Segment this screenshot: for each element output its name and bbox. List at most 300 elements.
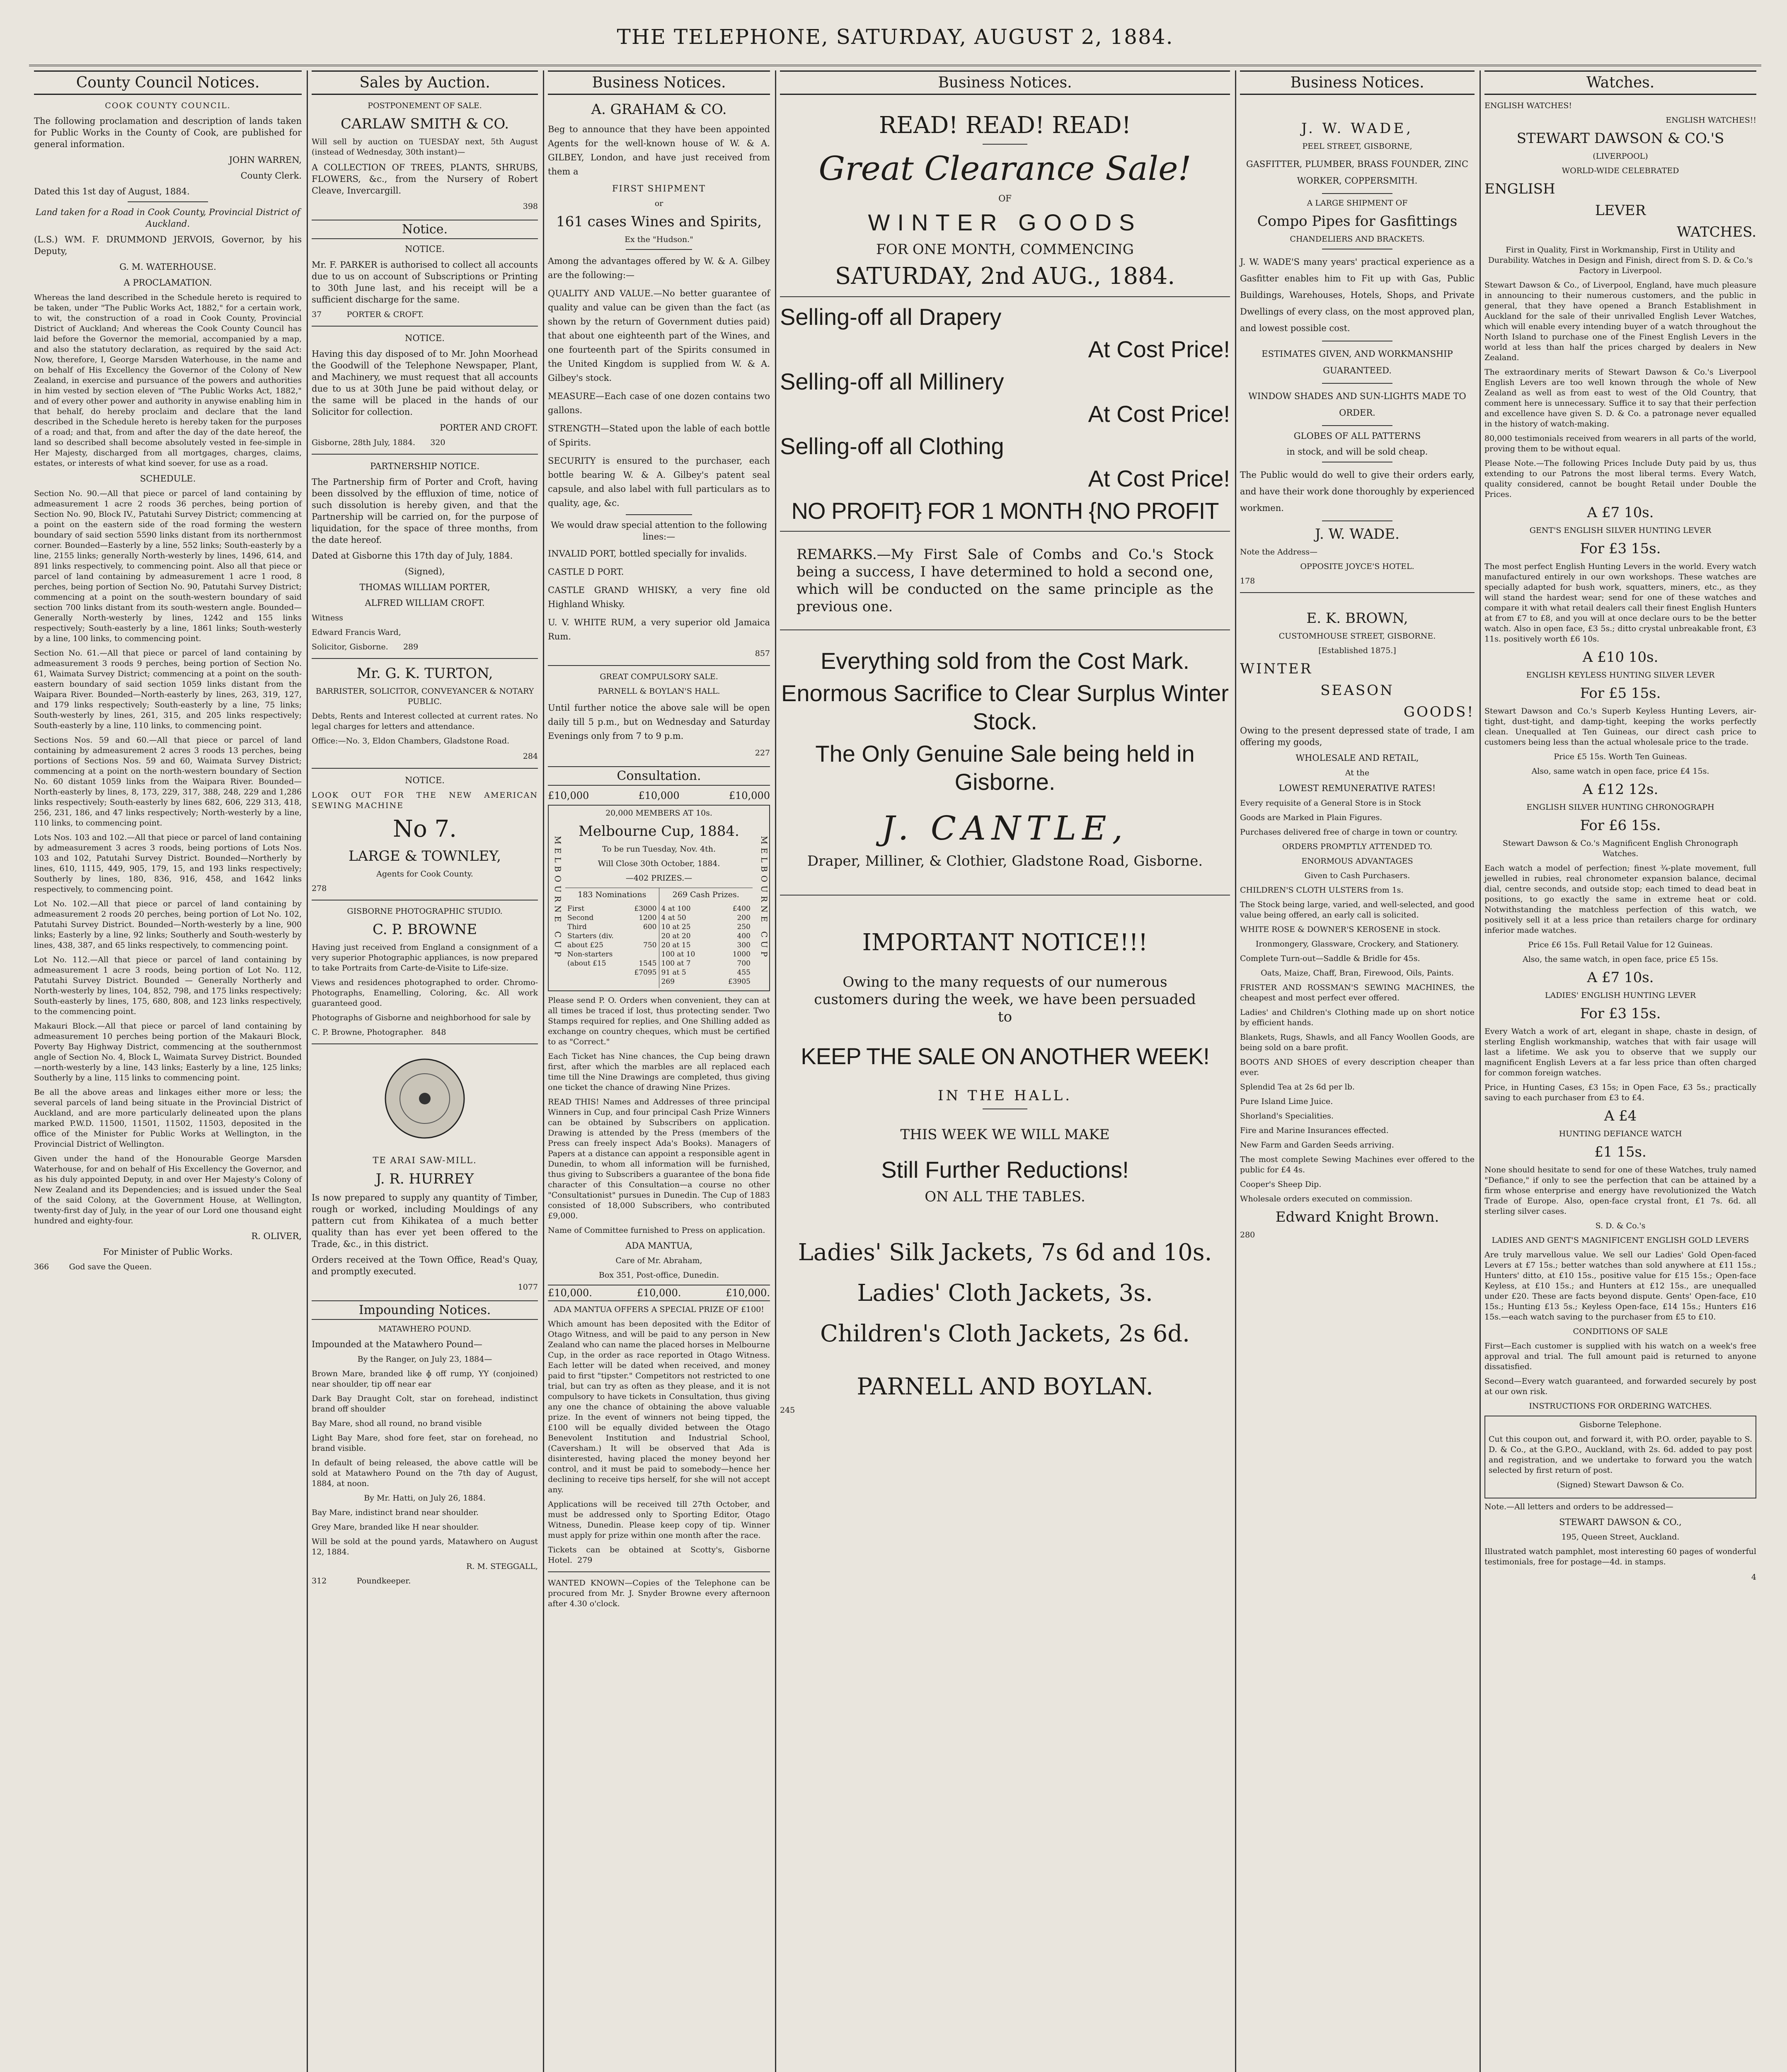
lot-112: Lot No. 112.—All that piece or parcel of land containing by admeasurement 1 acre 3 roods, being portion of Lot No. 112, Patutahi Survey District. Bounded — Generally Northerly and North-westerly by lines, 104, 852, 798, and 175 links respectively; South-easterly by lines, 175, 680, 808, and 123 links respectively, to the commencing point. (34, 955, 302, 1016)
castle-whisky: CASTLE GRAND WHISKY, a very fine old Highland Whisky. (548, 585, 770, 609)
fire-insurance: Fire and Marine Insurances effected. (1240, 1126, 1389, 1135)
each-ticket: Each Ticket has Nine chances, the Cup being drawn first, after which the marbles are all replaced each time till the Nine Drawings are completed, thus giving one ticket the chance of drawing Nine Prizes. (548, 1052, 770, 1092)
quality: QUALITY AND VALUE.—No better guarantee of quality and value can be given than the fact (as shown by the return of Government duties paid) that about one eighteenth part of the Wines, and one fourteenth part of the Spirits consumed in the United Kingdom is supplied from W. & A. Gilbey's stock. (548, 288, 770, 383)
column-business-3 (1235, 70, 1479, 2072)
watch-desc: Each watch a model of perfection; finest ¾-plate movement, full jewelled in rubies, real chronometer expansion balance, decimal dial, centre seconds, and outside stop; each timed to dead beat in positions, to go exactly the same in extreme heat or cold. Notwithstanding the matchless perfection of this watch, we positively sell it at a less price than retailers charge for ordinary inferior made watches. (1484, 864, 1756, 935)
amount: £10,000. (726, 1287, 770, 1299)
read-read-read: READ! READ! READ! (879, 112, 1131, 139)
witness: Witness (312, 613, 343, 622)
compo-pipes: Compo Pipes for Gasfittings (1257, 213, 1458, 230)
conditions: CONDITIONS OF SALE (1573, 1327, 1668, 1336)
globes: GLOBES OF ALL PATTERNS (1293, 431, 1421, 441)
price: A £4 (1604, 1108, 1637, 1124)
attention: We would draw special attention to the following lines:— (551, 520, 767, 542)
for-price: £1 15s. (1594, 1144, 1647, 1160)
for-price: For £6 15s. (1580, 817, 1661, 834)
castle-port: CASTLE D PORT. (548, 567, 624, 577)
column-business-2 (775, 70, 1235, 2072)
cases: 161 cases Wines and Spirits, (556, 213, 762, 230)
winter: WINTER (1240, 661, 1313, 677)
divider (780, 629, 1230, 630)
english-watches: ENGLISH WATCHES! (1484, 101, 1572, 110)
table-row (567, 959, 657, 968)
opposite: OPPOSITE JOYCE'S HOTEL. (1300, 562, 1414, 571)
table-cell: First (567, 905, 584, 913)
column-county-council (29, 70, 307, 2072)
watch-desc: None should hesitate to send for one of these Watches, truly named "Defiance," if only to see the perfection that can be attained by a firm whose enterprise and energy have revolutionized the Watch Trade of Europe. Also, open-face crystal front, £1 7s. 6d. all sterling silver cases. (1484, 1165, 1756, 1216)
hudson: Ex the "Hudson." (625, 235, 693, 244)
browne-body: Having just received from England a consignment of a very superior Photographic appliances, is now prepared to take Portraits from Carte-de-Visite to Life-size. (312, 943, 538, 973)
column-header: Business Notices. (1240, 70, 1475, 95)
ad-number: 857 (755, 649, 770, 658)
deputy: G. M. WATERHOUSE. (119, 262, 216, 272)
lots-103-102: Lots Nos. 103 and 102.—All that piece or parcel of land containing by admeasurement 3 acres 3 roods, being portions of Lots Nos. 103 and 102, Patutahi Survey District. Bounded—Northerly by lines, 610, 1115, 449, 905, 179, 15, and 193 links respectively; Southerly by lines, 180, 836, 916, 458, and 1642 links respectively, to commencing point. (34, 833, 302, 894)
tea: Splendid Tea at 2s 6d per lb. (1240, 1082, 1355, 1092)
divider (1240, 592, 1475, 593)
ad-number: 284 (523, 752, 538, 761)
carlaw-body-2: A COLLECTION OF TREES, PLANTS, SHRUBS, FLOWERS, &c., from the Nursery of Robert Cleave, Invercargill. (312, 162, 538, 196)
enormous: ENORMOUS ADVANTAGES (1301, 857, 1413, 866)
watch-desc: Every Watch a work of art, elegant in shape, chaste in design, of sterling English workmanship, watches that with fair usage will last a lifetime. We ask you to observe that we supply our magnificent English Levers at a far less price than often charged for common foreign watches. (1484, 1027, 1756, 1077)
watch-name: LADIES AND GENT'S MAGNIFICENT ENGLISH GOLD LEVERS (1492, 1236, 1749, 1245)
table-cell: 269 (661, 978, 675, 986)
table-row (567, 941, 657, 950)
turton: Mr. G. K. TURTON, (356, 665, 493, 682)
plain-figures: Goods are Marked in Plain Figures. (1240, 813, 1383, 822)
impound-item: Bay Mare, shod all round, no brand visible (312, 1419, 482, 1428)
minister: For Minister of Public Works. (103, 1247, 233, 1257)
kerosene: WHITE ROSE & DOWNER'S KEROSENE in stock. (1240, 925, 1441, 934)
table-cell: Third (567, 923, 587, 931)
table-row (567, 913, 657, 922)
table-row (661, 959, 751, 968)
stewart-dawson: STEWART DAWSON & CO.'S (1516, 130, 1724, 147)
column-header: County Council Notices. (34, 70, 302, 95)
lever: LEVER (1595, 202, 1646, 219)
in-stock: in stock, and will be sold cheap. (1286, 447, 1428, 457)
every-req: Every requisite of a General Store is in Stock (1240, 799, 1421, 808)
clothing: Selling-off all Clothing (780, 433, 1004, 459)
poundkeeper: Poundkeeper. (356, 1576, 411, 1585)
for-price: For £5 15s. (1580, 685, 1661, 702)
ad-number: 398 (523, 202, 538, 211)
table-row (567, 932, 657, 941)
sdco: S. D. & Co.'s (1595, 1221, 1646, 1230)
owing: Owing to the present depressed state of trade, I am offering my goods, (1240, 726, 1475, 747)
hurrey-body-2: Orders received at the Town Office, Read's Quay, and promptly executed. (312, 1255, 538, 1276)
farm-seeds: New Farm and Garden Seeds arriving. (1240, 1140, 1394, 1150)
extraordinary: The extraordinary merits of Stewart Dawson & Co.'s Liverpool English Levers are too well known through the whole of New Zealand as well as from east to west of the Old Country, that comment here is unnecessary. Suffice it to say that their perfection and excellence have given S. D. & Co. a patronage never equalled in the history of watch-making. (1484, 368, 1756, 428)
ad-number: 178 (1240, 576, 1255, 586)
watch-name: GENT'S ENGLISH SILVER HUNTING LEVER (1529, 526, 1712, 535)
witness-name: Edward Francis Ward, (312, 628, 401, 637)
watch-name: ENGLISH KEYLESS HUNTING SILVER LEVER (1526, 670, 1715, 680)
cost-price: At Cost Price! (1088, 336, 1230, 362)
divider (626, 249, 693, 250)
ad-number: 278 (312, 884, 327, 893)
land-taken: Land taken for a Road in Cook County, Provincial District of Auckland. (35, 207, 300, 229)
watch-desc: Are truly marvellous value. We sell our Ladies' Gold Open-faced Levers at £7 15s.; better watches than sold anywhere at £11 15s.; Hunters' ditto, at £10 15s., positive value for £15 15s.; Open-face Keyless, at £10 15s.; and Hunters at £12 15s., are unequalled under £20. These are facts beyond dispute. Gents' Open-face, £10 15s.; Hunting £13 5s.; Keyless Open-face, £14 15s.; Hunters £16 15s.—each watch saving to the purchaser from £5 to £10. (1484, 1250, 1756, 1322)
lot-102: Lot No. 102.—All that piece or parcel of land containing by admeasurement 2 roods 20 perches, being portion of Lot No. 102, Patutahi Survey District. Bounded—North-westerly by a line, 900 links; Easterly by a line, 92 links; Southerly and South-westerly by lines, 438, 387, and 65 links respectively, to commencing point. (34, 899, 302, 950)
table-cell: £7095 (634, 968, 657, 977)
tickets: Tickets can be obtained at Scotty's, Gisborne Hotel. (548, 1545, 770, 1565)
table-cell: 1545 (639, 959, 657, 968)
notice-signer: PORTER & CROFT. (346, 310, 424, 319)
section-header: Notice. (312, 220, 538, 239)
divider (312, 326, 538, 327)
consultation-box (548, 805, 770, 991)
pure-lime: Pure Island Lime Juice. (1240, 1097, 1333, 1106)
parnell-boylan: PARNELL AND BOYLAN. (857, 1373, 1153, 1400)
section-header: Consultation. (548, 766, 770, 786)
read-this: READ THIS! Names and Addresses of three principal Winners in Cup, and four principal Cash Prize Winners can be obtained by Subscribers on application. Drawing is attended by the Press (members of the Press can freely inspect Ada's Books). Managers of Papers at a distance can appoint a responsible agent in Dunedin, to whom all information will be furnished, thus giving to Subscribers a guarantee of the bona fide character of this Consultation—a course no other "Consultationist" pursues in Dunedin. The Cup of 1883 consisted of 18,000 Subscribers, who contributed £9,000. (548, 1097, 770, 1220)
table-row (661, 913, 751, 922)
children-jackets: Children's Cloth Jackets, 2s 6d. (820, 1320, 1190, 1347)
table-cell: Second (567, 914, 594, 922)
divider (312, 454, 538, 455)
first-in-quality: First in Quality, First in Workmanship, First in Utility and Durability. Watches in Design and Finish, direct from S. D. & Co.'s Factory in Liverpool. (1488, 245, 1753, 275)
please-send: Please send P. O. Orders when convenient, they can at all times be traced if lost, thus protecting sender. Two Stamps required for replies, and One Shilling added as exchange on country cheques, which must be certified to as "Correct." (548, 996, 770, 1046)
price: A £7 10s. (1587, 504, 1654, 521)
no-7: No 7. (393, 816, 457, 842)
solicitor: Solicitor, Gisborne. (312, 642, 388, 651)
seal-line: (L.S.) WM. F. DRUMMOND JERVOIS, Governor, by his Deputy, (34, 235, 302, 256)
masthead: THE TELEPHONE, SATURDAY, AUGUST 2, 1884. (617, 25, 1174, 49)
oats: Oats, Maize, Chaff, Bran, Firewood, Oils, Paints. (1261, 968, 1454, 978)
god-save: God save the Queen. (69, 1262, 152, 1271)
stock-large: The Stock being large, varied, and well-selected, and good value being offered, an early call is solicited. (1240, 900, 1475, 920)
hurrey: J. R. HURREY (375, 1171, 474, 1187)
divider (626, 514, 693, 515)
divider (312, 1043, 538, 1044)
keep-sale: KEEP THE SALE ON ANOTHER WEEK! (801, 1043, 1209, 1069)
first-shipment: FIRST SHIPMENT (612, 184, 706, 194)
divider (780, 895, 1230, 896)
oliver: R. OLIVER, (251, 1231, 302, 1241)
graham-body: Beg to announce that they have been appointed Agents for the well-known house of W. & A. GILBEY, London, and have just received from them a (548, 124, 770, 177)
table-cell: 200 (737, 914, 751, 922)
table-cell (567, 968, 627, 977)
remarks: REMARKS.—My First Sale of Combs and Co.'s Stock being a success, I have determined to hold a second one, which will be conducted on the same principle as the previous one. (797, 546, 1213, 615)
table-cell: 4 at 50 (661, 914, 686, 922)
run-date: To be run Tuesday, Nov. 4th. (602, 845, 716, 854)
table-cell: (about £15 (567, 959, 606, 968)
browne-body-3: Photographs of Gisborne and neighborhood for sale by (312, 1013, 531, 1022)
section-header: Impounding Notices. (312, 1300, 538, 1320)
amount: £10,000 (729, 790, 770, 801)
all-tables: ON ALL THE TABLES. (925, 1188, 1085, 1205)
shipment: A LARGE SHIPMENT OF (1307, 198, 1408, 208)
newspaper-page (29, 25, 1761, 2072)
testimonials: 80,000 testimonials received from wearers in all parts of the world, proving them to be without equal. (1484, 434, 1756, 453)
partnership-dated: Dated at Gisborne this 17th day of July, 1884. (312, 551, 513, 561)
ad-number: 280 (1240, 1230, 1255, 1239)
measure: MEASURE—Each case of one dozen contains two gallons. (548, 391, 770, 415)
english-watches-2: ENGLISH WATCHES!! (1666, 116, 1756, 125)
notice-signer: PORTER AND CROFT. (440, 423, 538, 433)
divider (548, 1571, 770, 1572)
table-cell: 250 (737, 923, 751, 931)
cup: Melbourne Cup, 1884. (579, 823, 739, 840)
strength: STRENGTH—Stated upon the lable of each bottle of Spirits. (548, 424, 770, 448)
notice-intro: The following proclamation and description of lands taken for Public Works in the County of Cook, are published for general information. (34, 116, 302, 149)
condition-2: Second—Every watch guaranteed, and forwarded securely by post at our own risk. (1484, 1377, 1756, 1396)
divider (312, 768, 538, 769)
table-cell: 750 (643, 941, 657, 949)
table-row (661, 977, 751, 986)
porter: THOMAS WILLIAM PORTER, (359, 582, 490, 592)
sheep-dip: Cooper's Sheep Dip. (1240, 1180, 1322, 1189)
turnout: Complete Turn-out—Saddle & Bridle for 45s. (1240, 954, 1420, 963)
section-59-60: Sections Nos. 59 and 60.—All that piece or parcel of land containing by admeasurement 2 acres 3 roods 13 perches, being portions of Sections Nos. 59 and 60, Waimata Survey District; commencing at a point on the north-western boundary of Section No. 60 distant 1059 links from the Waipara River. Bounded—North-easterly by lines, 8, 173, 229, 317, 388, 248, 229 and 1,286 links respectively; South-easterly by lines 682, 606, 229 313, 418, 256, 231, 186, and 47 links respectively; North-westerly by a line, 110 links, to commencing point. (34, 736, 302, 828)
graham: A. GRAHAM & CO. (591, 101, 727, 118)
amount: £10,000. (637, 1287, 681, 1299)
queen-street: 195, Queen Street, Auckland. (1561, 1532, 1680, 1542)
divider (780, 296, 1230, 297)
wade: J. W. WADE, (1301, 120, 1413, 137)
croft: ALFRED WILLIAM CROFT. (365, 598, 485, 608)
boots: BOOTS AND SHOES of every description cheaper than ever. (1240, 1058, 1475, 1077)
cash-purchasers: Given to Cash Purchasers. (1304, 871, 1410, 880)
table-row (661, 950, 751, 959)
security: SECURITY is ensured to the purchaser, each bottle bearing W. & A. Gilbey's patent seal capsule, and also label with full particulars as to quality, age, &c. (548, 456, 770, 508)
amount: £10,000. (548, 1287, 592, 1299)
impounded: Impounded at the Matawhero Pound— (312, 1339, 482, 1349)
given-under: Given under the hand of the Honourable George Marsden Waterhouse, for and on behalf of His Excellency the Governor, and as his duly appointed Deputy, in and over Her Majesty's Colony of New Zealand and its Dependencies; and is issued under the Seal of the said Colony, at the Government House, at Wellington, twenty-first day of July, in the year of our Lord one thousand eight hundred and eighty-four. (34, 1154, 302, 1225)
left-table (565, 888, 659, 988)
winter-goods: WINTER GOODS (868, 209, 1142, 235)
important-notice: IMPORTANT NOTICE!!! (862, 929, 1148, 956)
column-auction (307, 70, 543, 2072)
established: [Established 1875.] (1318, 646, 1396, 655)
notice-title: NOTICE. (405, 775, 445, 785)
divider (1322, 193, 1392, 194)
prize-tables (565, 888, 753, 988)
owing: Owing to the many requests of our numerous customers during the week, we have been persuaded to (814, 974, 1196, 1025)
instructions: INSTRUCTIONS FOR ORDERING WATCHES. (1529, 1402, 1712, 1411)
watch-name: LADIES' ENGLISH HUNTING LEVER (1545, 991, 1696, 1000)
turton-title: BARRISTER, SOLICITOR, CONVEYANCER & NOTARY PUBLIC. (315, 687, 534, 706)
worldwide: WORLD-WIDE CELEBRATED (1562, 166, 1679, 175)
section-61: Section No. 61.—All that piece or parcel of land containing by admeasurement 3 roods 9 perches, being portion of Section No. 61, Waimata Survey District; commencing at a point on the south-eastern boundary of said section 1059 links distant from the Waipara River. Bounded—North-easterly by lines, 263, 319, 127, and 179 links respectively; South-easterly by a line, 75 links; South-westerly by lines, 261, 315, and 205 links respectively; South-easterly by a line, 110 links, to commencing point. (34, 649, 302, 730)
watch-name: HUNTING DEFIANCE WATCH (1559, 1129, 1682, 1138)
ad-number: 366 (34, 1262, 49, 1271)
table-cell: 20 at 20 (661, 932, 691, 940)
ad-number: 37 (312, 310, 322, 319)
masthead-rule (29, 65, 1761, 66)
peel-street: PEEL STREET, GISBORNE, (1302, 142, 1412, 151)
column-header: Watches. (1484, 70, 1756, 95)
impound-item: Brown Mare, branded like ɸ off rump, YY (conjoined) near shoulder, tip off near ear (312, 1369, 538, 1389)
saw-blade-illustration (312, 1051, 538, 1148)
watch-desc: The most perfect English Hunting Levers in the world. Every watch manufactured entirely in our own workshops. These watches are specially adapted for bush work, squatters, miners, etc., as they will stand the hardest wear; send for one of these watches and compare it with what retail dealers call their finest English Hunters at from £7 to £8, and you will at once declare ours to be the better watch. Also in open face, £3 5s.; ditto crystal unbreakable front, £3 11s. positively worth £6 10s. (1484, 562, 1756, 644)
shades: WINDOW SHADES AND SUN-LIGHTS MADE TO ORDER. (1248, 391, 1466, 418)
watches: WATCHES. (1677, 224, 1756, 240)
for-price: For £3 15s. (1580, 540, 1661, 557)
of: OF (998, 194, 1012, 203)
close-date: Will Close 30th October, 1884. (598, 859, 720, 868)
impound-item: Grey Mare, branded like H near shoulder. (312, 1523, 479, 1532)
shorland: Shorland's Specialities. (1240, 1111, 1334, 1121)
until-notice: Until further notice the above sale will be open daily till 5 p.m., but on Wednesday and Saturday Evenings only from 7 to 9 p.m. (548, 703, 770, 741)
column-watches (1479, 70, 1761, 2072)
cost-price: At Cost Price! (1088, 465, 1230, 491)
signer: JOHN WARREN, (229, 155, 302, 165)
partnership-body: The Partnership firm of Porter and Croft, having been dissolved by the effluxion of time, notice of such dissolution is hereby given, and that the Partnership will be carried on, for the purpose of liquidation, for the space of three months, from the date hereof. (312, 477, 538, 545)
table-cell: 600 (643, 923, 657, 931)
cash-prizes-table (661, 904, 751, 986)
browne-body-2: Views and residences photographed to order. Chromo-Photographs, Enamelling, Coloring, &c. All work guaranteed good. (312, 978, 538, 1008)
price: A £10 10s. (1582, 649, 1659, 666)
matawhero: MATAWHERO POUND. (378, 1324, 472, 1334)
frister: FRISTER AND ROSSMAN'S SEWING MACHINES, the cheapest and most perfect ever offered. (1240, 983, 1475, 1002)
which-amount: Which amount has been deposited with the Editor of Otago Witness, and will be paid to any person in New Zealand who can name the placed horses in Melbourne Cup, in the order as race reported in Otago Witness. Each letter will be dated when received, and money paid to first "tipster." Competitors not restricted to one trial, but can try as often as they please, and it is not compulsory to have tickets in Consultation, thus giving any one the chance of obtaining the above valuable prize. In the event of winners not being tipped, the £100 will be equally divided between the Otago Benevolent Institution and Industrial School, (Caversham.) It will be observed that Ada is disinterested, having placed the money beyond her control, and it must be paid to somebody—hence her declining to receive tips herself, for she will not accept any. (548, 1319, 770, 1494)
right-table (659, 888, 753, 988)
wade-body: J. W. WADE'S many years' practical experience as a Gasfitter enables him to Fit up with Gas, Public Buildings, Warehouses, Hotels, Shops, and Private Dwellings of every class, on the most approved plan, and lowest possible cost. (1240, 257, 1475, 333)
this-week: THIS WEEK WE WILL MAKE (900, 1126, 1110, 1143)
table-row (661, 922, 751, 932)
liverpool: (LIVERPOOL) (1593, 152, 1648, 161)
divider (312, 658, 538, 659)
notice-date: Gisborne, 28th July, 1884. (312, 438, 415, 447)
stewart-address: STEWART DAWSON & CO., (1559, 1517, 1682, 1527)
agents: Agents for Cook County. (376, 869, 473, 879)
customhouse: CUSTOMHOUSE STREET, GISBORNE. (1279, 632, 1436, 641)
sawmill: TE ARAI SAW-MILL. (373, 1155, 477, 1165)
table-cell: about £25 (567, 941, 603, 949)
enormous-sacrifice: Enormous Sacrifice to Clear Surplus Winter Stock. (781, 680, 1229, 734)
chandeliers: CHANDELIERS AND BRACKETS. (1290, 235, 1425, 244)
nominations: 183 Nominations (578, 890, 647, 899)
ada-box: Box 351, Post-office, Dunedin. (598, 1271, 719, 1280)
compulsory: GREAT COMPULSORY SALE. (600, 672, 718, 681)
table-row (661, 904, 751, 913)
advantages: Among the advantages offered by W. & A. Gilbey are the following:— (548, 256, 770, 280)
illustrated: Illustrated watch pamphlet, most interesting 60 pages of wonderful testimonials, free for postage—4d. in stamps. (1484, 1547, 1756, 1566)
public: The Public would do well to give their orders early, and have their work done thoroughly by experienced workmen. (1240, 470, 1475, 513)
clearance-sale: Great Clearance Sale! (818, 149, 1191, 188)
browne-sign: C. P. Browne, Photographer. (312, 1028, 424, 1037)
table-row (661, 968, 751, 977)
partnership-title: PARTNERSHIP NOTICE. (370, 461, 480, 471)
everything-sold: Everything sold from the Cost Mark. (820, 648, 1190, 674)
table-row (567, 950, 657, 959)
in-hall: IN THE HALL. (937, 1087, 1073, 1104)
ada: ADA MANTUA, (625, 1241, 693, 1251)
ad-number: 4 (1751, 1573, 1756, 1582)
impound-item: Bay Mare, indistinct brand near shoulder. (312, 1508, 479, 1517)
turton-office: Office:—No. 3, Eldon Chambers, Gladstone Road. (312, 736, 510, 746)
coupon[interactable] (1484, 1416, 1756, 1498)
side-label: MELBOURNE CUP (553, 836, 563, 960)
price-full: Price £6 15s. Full Retail Value for 12 Guineas. (1528, 940, 1713, 949)
turton-body: Debts, Rents and Interest collected at current rates. No legal charges for letters and attendance. (312, 712, 538, 731)
price-hunting: Price, in Hunting Cases, £3 15s; in Open Face, £3 5s.; practically saving to each purchaser from £3 to £4. (1484, 1083, 1756, 1102)
wholesale-orders: Wholesale orders executed on commission. (1240, 1194, 1413, 1203)
or: or (654, 199, 663, 208)
price-worth: Price £5 15s. Worth Ten Guineas. (1554, 752, 1687, 761)
season: SEASON (1320, 682, 1394, 699)
table-row (661, 941, 751, 950)
column-header: Business Notices. (780, 70, 1230, 95)
estimates: ESTIMATES GIVEN, AND WORKMANSHIP GUARANTEED. (1262, 349, 1453, 375)
ad-number: 312 (312, 1576, 327, 1585)
applications: Applications will be received till 27th October, and must be addressed only to Sporting Editor, Otago Witness, Dunedin. Please keep copy of tip. Winner must apply for prize within one month after the race. (548, 1500, 770, 1540)
table-row (567, 968, 657, 977)
at-the: At the (1345, 768, 1370, 777)
price: A £12 12s. (1582, 781, 1659, 798)
table-row (567, 904, 657, 913)
ulsters: CHILDREN'S CLOTH ULSTERS from 1s. (1240, 886, 1404, 895)
divider (1322, 383, 1392, 384)
for-price: For £3 15s. (1580, 1005, 1661, 1022)
table-cell: £3000 (634, 905, 657, 913)
ad-number: 279 (577, 1556, 593, 1565)
also-same: Also, same watch in open face, price £4 15s. (1531, 767, 1710, 776)
carlaw-body: Will sell by auction on TUESDAY next, 5th August (instead of Wednesday, 30th instant)— (312, 137, 538, 157)
knight-brown: Edward Knight Brown. (1275, 1209, 1439, 1225)
notice-title: NOTICE. (405, 244, 445, 254)
side-label: MELBOURNE CUP (759, 836, 769, 960)
ranger: By the Ranger, on July 23, 1884— (357, 1355, 492, 1364)
white-rum: U. V. WHITE RUM, a very superior old Jamaica Rum. (548, 617, 770, 641)
notice-body: LOOK OUT FOR THE NEW AMERICAN SEWING MACHINE (312, 791, 538, 810)
postponement: POSTPONEMENT OF SALE. (368, 101, 482, 110)
cantle-address: Draper, Milliner, & Clothier, Gladstone Road, Gisborne. (807, 853, 1203, 869)
table-cell (627, 950, 657, 959)
table-cell: 700 (737, 959, 751, 968)
no-profit: NO PROFIT} FOR 1 MONTH {NO PROFIT (791, 498, 1219, 524)
table-cell: 4 at 100 (661, 905, 691, 913)
table-cell: Non-starters (567, 950, 613, 959)
notice-body: Mr. F. PARKER is authorised to collect all accounts due to us on account of Subscriptions or Printing to 30th June last, and his receipt will be a sufficient discharge for the same. (312, 260, 538, 305)
cost-price: At Cost Price! (1088, 401, 1230, 427)
watch-name: ENGLISH SILVER HUNTING CHRONOGRAPH (1526, 803, 1714, 812)
table-cell: £3905 (728, 978, 751, 986)
ladies-cloth: Ladies' and Children's Clothing made up on short notice by efficient hands. (1240, 1008, 1475, 1027)
cash-prizes: 269 Cash Prizes. (672, 890, 739, 899)
note-letters: Note.—All letters and orders to be addressed— (1484, 1502, 1673, 1511)
wholesale: WHOLESALE AND RETAIL, (1295, 753, 1419, 763)
column-business-1 (543, 70, 775, 2072)
table-row (567, 922, 657, 932)
table-cell: 1200 (639, 914, 657, 922)
further-reductions: Still Further Reductions! (881, 1157, 1129, 1183)
coupon-body: Cut this coupon out, and forward it, with P.O. order, payable to S. D. & Co., at the G.P.O., Auckland, with 2s. 6d. added to pay post and registration, and we undertake to forward you the watch selected by first return of post. (1489, 1435, 1752, 1475)
carlaw: CARLAW SMITH & CO. (340, 116, 509, 132)
table-cell: £400 (732, 905, 751, 913)
purchases: Purchases delivered free of charge in town or country. (1240, 828, 1458, 837)
table-cell: 100 at 10 (661, 950, 695, 959)
ek-brown: E. K. BROWN, (1306, 610, 1408, 627)
price: A £7 10s. (1587, 969, 1654, 986)
wanted-known: WANTED KNOWN—Copies of the Telephone can be procured from Mr. J. Snyder Browne every afternoon after 4.30 o'clock. (548, 1578, 770, 1608)
impound-item: Dark Bay Draught Colt, star on forehead, indistinct brand off shoulder (312, 1394, 538, 1414)
signed: (Signed), (404, 566, 445, 576)
divider (780, 531, 1230, 532)
table-cell: 455 (737, 968, 751, 977)
ad-number: 245 (780, 1406, 795, 1415)
nominations-table (567, 904, 657, 977)
table-cell: 20 at 15 (661, 941, 691, 949)
silk-jackets: Ladies' Silk Jackets, 7s 6d and 10s. (798, 1239, 1212, 1266)
hurrey-body: Is now prepared to supply any quantity of Timber, rough or worked, including Mouldings of any pattern cut from Kihikatea of a much better quality than has ever yet been offered to the Trade, &c., in this district. (312, 1193, 538, 1249)
hatti: By Mr. Hatti, on July 26, 1884. (364, 1493, 486, 1503)
coupon-signed: (Signed) Stewart Dawson & Co. (1557, 1480, 1684, 1489)
name-committee: Name of Committee furnished to Press on application. (548, 1226, 765, 1235)
table-cell (627, 932, 657, 941)
impound-default: In default of being released, the above cattle will be sold at Matawhero Pound on the 7th day of August, 1884, at noon. (312, 1458, 538, 1488)
